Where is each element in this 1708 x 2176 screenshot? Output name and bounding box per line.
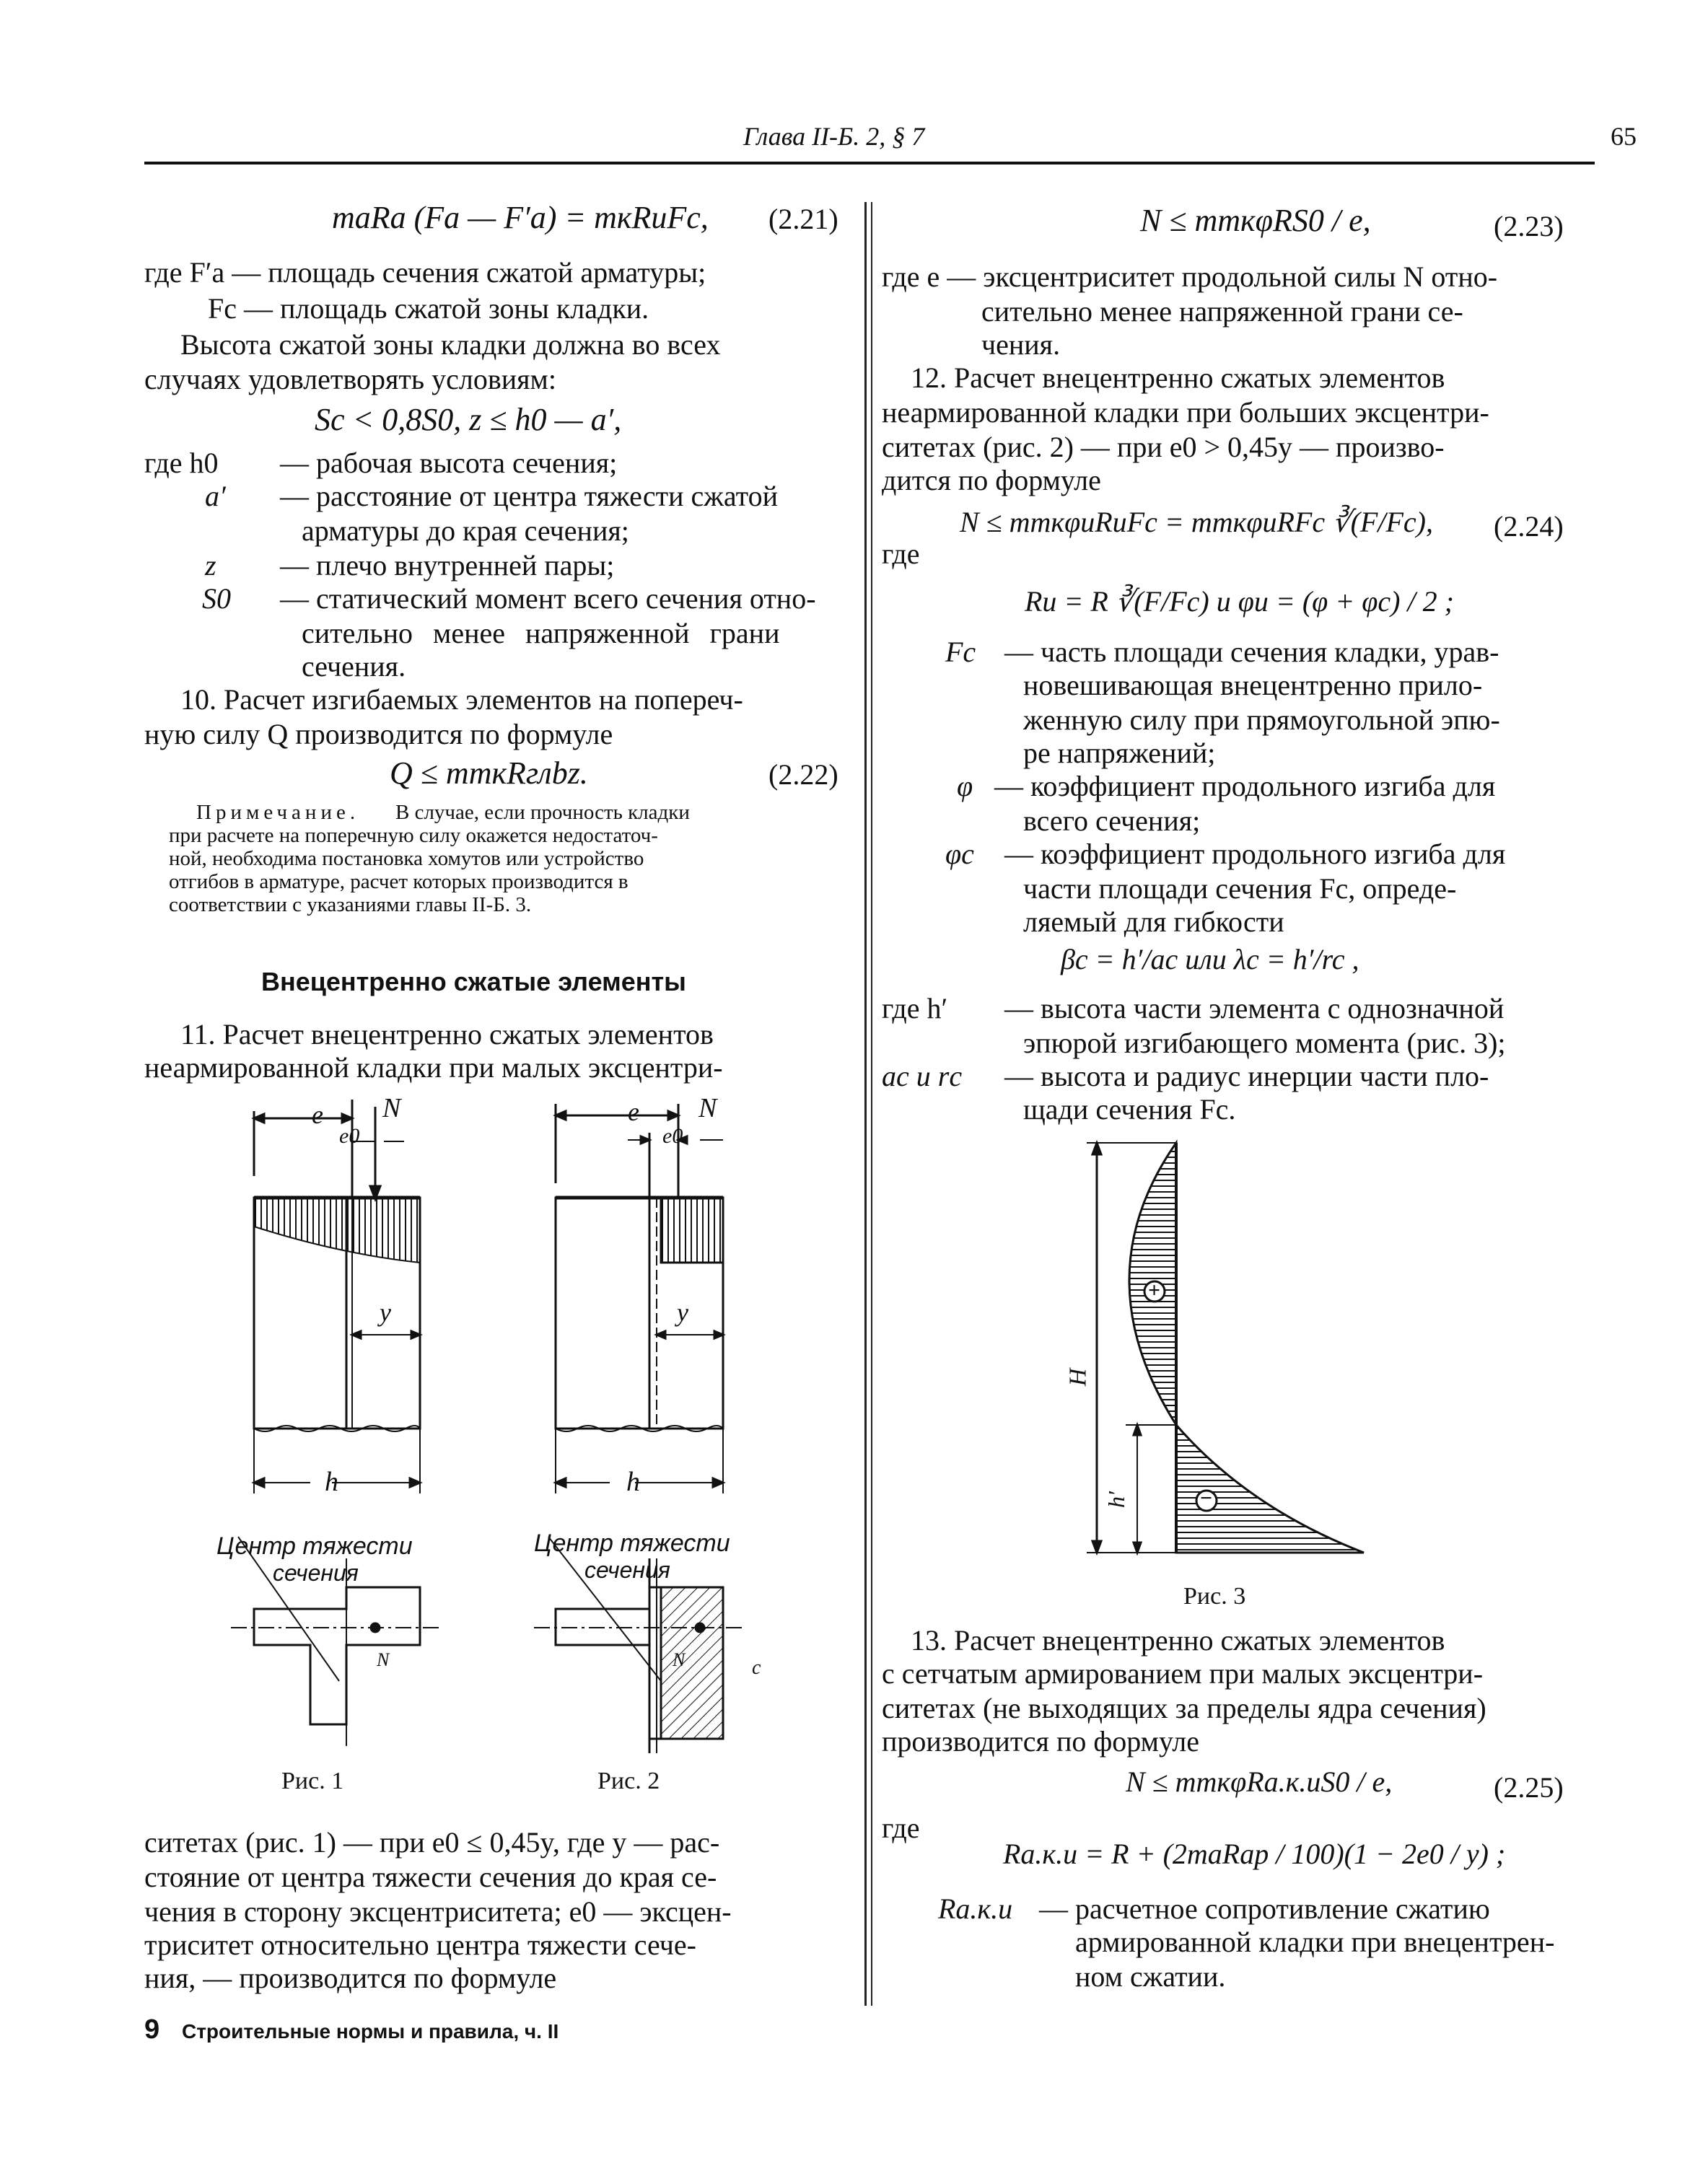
figure-1-section bbox=[253, 1594, 433, 1782]
equation-Rak: Rа.к.и = R + (2maRap / 100)(1 − 2e0 / y) ; bbox=[1003, 1838, 1506, 1870]
header-rule bbox=[144, 162, 1595, 164]
fig2-label-N: N bbox=[698, 1093, 717, 1123]
equation-number-2-21: (2.21) bbox=[768, 203, 838, 235]
definition-text: новешивающая внецентренно прило- bbox=[1023, 669, 1483, 701]
definition-text: — коэффициент продольного изгиба для bbox=[994, 770, 1496, 802]
definition-text: сечения. bbox=[302, 650, 406, 683]
where-label: где bbox=[882, 538, 920, 570]
paragraph-line: триситет относительно центра тяжести сече- bbox=[144, 1929, 696, 1961]
fig2-label-N-small: N bbox=[673, 1649, 686, 1670]
equation-2-24: N ≤ mmкφиRиFc = mmкφиRFc ∛(F/Fc), bbox=[960, 506, 1433, 538]
column-divider bbox=[864, 202, 867, 2006]
fig1-center-label: Центр тяжести bbox=[216, 1532, 413, 1560]
paragraph-line: Высота сжатой зоны кладки должна во всех bbox=[180, 328, 721, 361]
definition-symbol: где h′ bbox=[882, 992, 948, 1025]
paragraph-line: ную силу Q производится по формуле bbox=[144, 718, 613, 750]
footer-sheet-number: 9 bbox=[144, 2014, 160, 2045]
definition-text: — расстояние от центра тяжести сжатой bbox=[280, 480, 778, 512]
definition-text: арматуры до края сечения; bbox=[302, 514, 629, 547]
fig2-caption: Рис. 2 bbox=[597, 1768, 660, 1794]
where-label: где bbox=[882, 1812, 920, 1844]
fig2-label-e: e bbox=[628, 1097, 639, 1126]
fig2-center-label: сечения bbox=[584, 1557, 670, 1583]
definition-text: части площади сечения Fс, опреде- bbox=[1023, 872, 1457, 905]
fig1-label-e: e bbox=[312, 1100, 323, 1129]
definition-line: сительно менее напряженной грани се- bbox=[981, 295, 1463, 328]
fig2-label-y: y bbox=[677, 1298, 688, 1327]
fig3-minus-sign: − bbox=[1200, 1486, 1213, 1510]
definition-text: ре напряжений; bbox=[1023, 737, 1216, 769]
section-heading: Внецентренно сжатые элементы bbox=[261, 967, 686, 996]
equation-2-21: maRa (Fa — F′a) = mкRиFc, bbox=[332, 200, 709, 235]
fig1-label-h: h bbox=[325, 1467, 338, 1497]
fig2-label-e0: e0 bbox=[662, 1124, 683, 1148]
definition-symbol: z bbox=[205, 549, 216, 582]
definition-text: женную силу при прямоугольной эпю- bbox=[1023, 703, 1500, 736]
note-line: соответствии с указаниями главы II-Б. 3. bbox=[169, 893, 532, 916]
paragraph-line: с сетчатым армированием при малых эксцентри- bbox=[882, 1657, 1484, 1690]
equation-number-2-24: (2.24) bbox=[1494, 510, 1564, 543]
fig1-center-label: сечения bbox=[273, 1560, 359, 1586]
note-line: В случае, если прочность кладки bbox=[395, 801, 690, 824]
paragraph-line: неармированной кладки при больших эксцентри- bbox=[882, 396, 1489, 429]
note-label: Примечание. bbox=[196, 801, 360, 824]
definition-text: армированной кладки при внецентрен- bbox=[1075, 1926, 1555, 1958]
equation-number-2-23: (2.23) bbox=[1494, 210, 1564, 242]
page-number: 65 bbox=[1611, 122, 1637, 151]
equation-number-2-22: (2.22) bbox=[768, 758, 838, 791]
fig2-label-h: h bbox=[626, 1467, 640, 1497]
paragraph-line: 13. Расчет внецентренно сжатых элементов bbox=[911, 1624, 1445, 1657]
equation-conditions: Sc < 0,8S0, z ≤ h0 — a′, bbox=[315, 402, 622, 437]
paragraph-line: дится по формуле bbox=[882, 464, 1101, 496]
definition-text: — статический момент всего сечения отно- bbox=[280, 582, 816, 615]
definition-line: Fс — площадь сжатой зоны кладки. bbox=[208, 292, 649, 325]
definition-text: эпюрой изгибающего момента (рис. 3); bbox=[1023, 1027, 1506, 1059]
paragraph-line: ситетах (рис. 2) — при e0 > 0,45y — произво- bbox=[882, 431, 1445, 463]
definition-text: — высота и радиус инерции части пло- bbox=[1004, 1060, 1489, 1092]
paragraph-line: стояние от центра тяжести сечения до края се- bbox=[144, 1861, 717, 1893]
definition-text: сительно менее напряженной грани bbox=[302, 617, 780, 649]
footer-title: Строительные нормы и правила, ч. II bbox=[182, 2020, 559, 2043]
equation-2-25: N ≤ mmкφRа.к.иS0 / e, bbox=[1126, 1765, 1393, 1798]
fig3-label-H: H bbox=[1064, 1368, 1092, 1387]
definition-symbol: a′ bbox=[205, 480, 226, 512]
fig3-label-hprime: h′ bbox=[1103, 1491, 1129, 1508]
definition-text: — коэффициент продольного изгиба для bbox=[1004, 838, 1506, 870]
paragraph-line: ситетах (не выходящих за пределы ядра сечения) bbox=[882, 1692, 1486, 1724]
paragraph-line: неармированной кладки при малых эксцентри- bbox=[144, 1051, 723, 1084]
paragraph-line: ситетах (рис. 1) — при e0 ≤ 0,45y, где y — рас- bbox=[144, 1826, 720, 1859]
paragraph-line: 12. Расчет внецентренно сжатых элементов bbox=[911, 361, 1445, 394]
definition-line: где F′a — площадь сечения сжатой арматуры; bbox=[144, 256, 706, 289]
definition-text: — часть площади сечения кладки, урав- bbox=[1004, 636, 1499, 668]
paragraph-line: производится по формуле bbox=[882, 1725, 1199, 1758]
equation-Ri: Rи = R ∛(F/Fc) и φи = (φ + φc) / 2 ; bbox=[1025, 585, 1454, 618]
paragraph-line: ния, — производится по формуле bbox=[144, 1962, 557, 1994]
fig1-label-N: N bbox=[382, 1093, 401, 1123]
definition-text: — рабочая высота сечения; bbox=[280, 447, 618, 479]
fig2-center-label: Центр тяжести bbox=[534, 1530, 730, 1557]
definition-text: щади сечения Fс. bbox=[1023, 1093, 1236, 1126]
equation-number-2-25: (2.25) bbox=[1494, 1771, 1564, 1804]
note-line: отгибов в арматуре, расчет которых производится в bbox=[169, 870, 629, 893]
definition-text: — расчетное сопротивление сжатию bbox=[1039, 1892, 1490, 1925]
fig1-label-N-small: N bbox=[377, 1649, 390, 1670]
definition-text: всего сечения; bbox=[1023, 804, 1201, 837]
note-line: при расчете на поперечную силу окажется недостаточ- bbox=[169, 824, 658, 847]
paragraph-line: 11. Расчет внецентренно сжатых элементов bbox=[180, 1018, 714, 1050]
definition-symbol: φс bbox=[945, 838, 974, 870]
definition-symbol: Rа.к.и bbox=[938, 1892, 1013, 1925]
fig3-caption: Рис. 3 bbox=[1183, 1583, 1246, 1610]
definition-symbol: где h0 bbox=[144, 447, 219, 479]
running-title: Глава II-Б. 2, § 7 bbox=[743, 122, 925, 151]
definition-line: чения. bbox=[981, 328, 1061, 361]
equation-2-23: N ≤ mmкφRS0 / e, bbox=[1140, 203, 1371, 238]
paragraph-line: 10. Расчет изгибаемых элементов на попереч- bbox=[180, 683, 743, 716]
definition-symbol: φ bbox=[957, 770, 973, 802]
fig1-caption: Рис. 1 bbox=[281, 1768, 344, 1794]
paragraph-line: чения в сторону эксцентриситета; e0 — эксцен- bbox=[144, 1895, 732, 1928]
definition-symbol: Fс bbox=[945, 636, 976, 668]
definition-text: — высота части элемента с однозначной bbox=[1004, 992, 1505, 1025]
note-line: ной, необходима постановка хомутов или устройство bbox=[169, 847, 644, 870]
figure-3 bbox=[1061, 1133, 1393, 1602]
paragraph-line: случаях удовлетворять условиям: bbox=[144, 363, 556, 395]
definition-symbol: aс и rс bbox=[882, 1060, 963, 1092]
figure-2 bbox=[534, 1089, 750, 1775]
fig2-label-c: c bbox=[752, 1657, 761, 1679]
fig1-label-y: y bbox=[380, 1298, 391, 1327]
column-divider-2 bbox=[871, 202, 872, 2006]
equation-beta: βc = h′/ac или λc = h′/rc , bbox=[1061, 943, 1359, 975]
definition-text: ляемый для гибкости bbox=[1023, 905, 1284, 938]
equation-2-22: Q ≤ mmкRглbz. bbox=[390, 755, 588, 791]
definition-symbol: S0 bbox=[202, 582, 231, 615]
definition-text: — плечо внутренней пары; bbox=[280, 549, 615, 582]
definition-text: ном сжатии. bbox=[1075, 1960, 1226, 1993]
fig1-label-e0: e0 bbox=[339, 1124, 360, 1148]
fig3-plus-sign: + bbox=[1148, 1278, 1161, 1302]
definition-line: где e — эксцентриситет продольной силы N отно- bbox=[882, 260, 1498, 293]
